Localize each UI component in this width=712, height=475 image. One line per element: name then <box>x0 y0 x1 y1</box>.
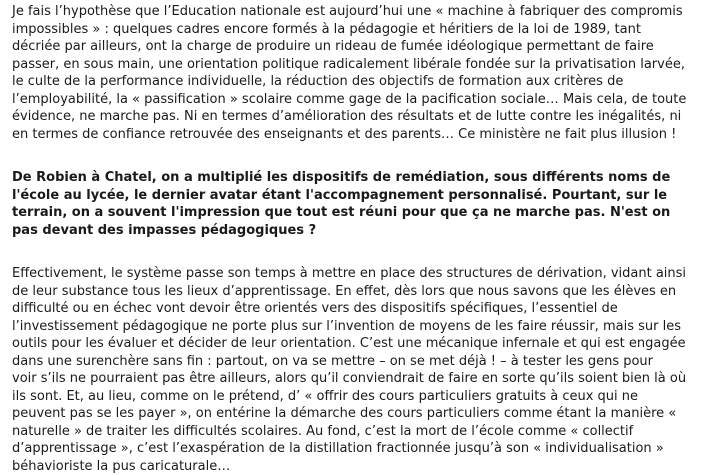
text-line: voir s’ils ne pourraient pas être ailleurs, alors qu’il conviendrait de faire en sorte qu’ils soient bien là où <box>12 370 692 388</box>
text-line: peuvent pas se les payer », on entérine la démarche des cours particuliers comme étant la manière « <box>12 405 692 423</box>
text-line: le culte de la performance individuelle, la réduction des objectifs de formation aux critères de <box>12 73 692 91</box>
text-line: l’employabilité, la « passification » scolaire comme gage de la pacification sociale… Mais cela, de toute <box>12 91 692 109</box>
text-line: naturelle » de traiter les difficultés scolaires. Au fond, c’est la mort de l’école comme « collectif <box>12 423 692 441</box>
text-line: de leur substance tous les lieux d’apprentissage. En effet, dès lors que nous savons que les élèves en <box>12 283 692 301</box>
text-line: difficulté ou en échec vont devoir être orientés vers des dispositifs spécifiques, l’essentiel de <box>12 300 692 318</box>
text-line: décriée par ailleurs, ont la charge de produire un rideau de fumée idéologique permettant de faire <box>12 38 692 56</box>
paragraph-intro <box>12 3 692 143</box>
text-line: d’apprentissage », c’est l’exaspération de la distillation fractionnée jusqu’à son « individualisation » <box>12 440 692 458</box>
question-line: terrain, on a souvent l'impression que tout est réuni pour que ça ne marche pas. N'est on <box>12 204 692 222</box>
question-line: pas devant des impasses pédagogiques ? <box>12 222 692 240</box>
text-line: l’investissement pédagogique ne porte plus sur l’invention de moyens de les faire réussir, mais sur les <box>12 318 692 336</box>
text-line: ils sont. Et, au lieu, comme on le prétend, d’ « offrir des cours particuliers gratuits à ceux qui ne <box>12 388 692 406</box>
text-line: évidence, ne marche pas. Ni en termes d’amélioration des résultats et de lutte contre les inégalités, ni <box>12 108 692 126</box>
interview-question <box>12 169 692 239</box>
text-line: impossibles » : quelques cadres encore formés à la pédagogie et héritiers de la loi de 1989, tant <box>12 21 692 39</box>
text-line: outils pour les évaluer et décider de leur orientation. C’est une mécanique infernale et qui est engagée <box>12 335 692 353</box>
text-line: en termes de confiance retrouvée des enseignants et des parents… Ce ministère ne fait plus illusion ! <box>12 126 692 144</box>
text-line: Je fais l’hypothèse que l’Education nationale est aujourd’hui une « machine à fabriquer des compromis <box>12 3 692 21</box>
question-line: l'école au lycée, le dernier avatar étant l'accompagnement personnalisé. Pourtant, sur le <box>12 187 692 205</box>
text-line: passer, en sous main, une orientation politique radicalement libérale fondée sur la privatisation larvée, <box>12 56 692 74</box>
question-line: De Robien à Chatel, on a multiplié les dispositifs de remédiation, sous différents noms de <box>12 169 692 187</box>
text-line: Effectivement, le système passe son temps à mettre en place des structures de dérivation, vidant ainsi <box>12 265 692 283</box>
paragraph-answer <box>12 265 692 475</box>
text-line: béhavioriste la pus caricaturale… <box>12 458 692 475</box>
text-line: dans une surenchère sans fin : partout, on va se mettre – on se met déjà ! – à tester les gens pour <box>12 353 692 371</box>
